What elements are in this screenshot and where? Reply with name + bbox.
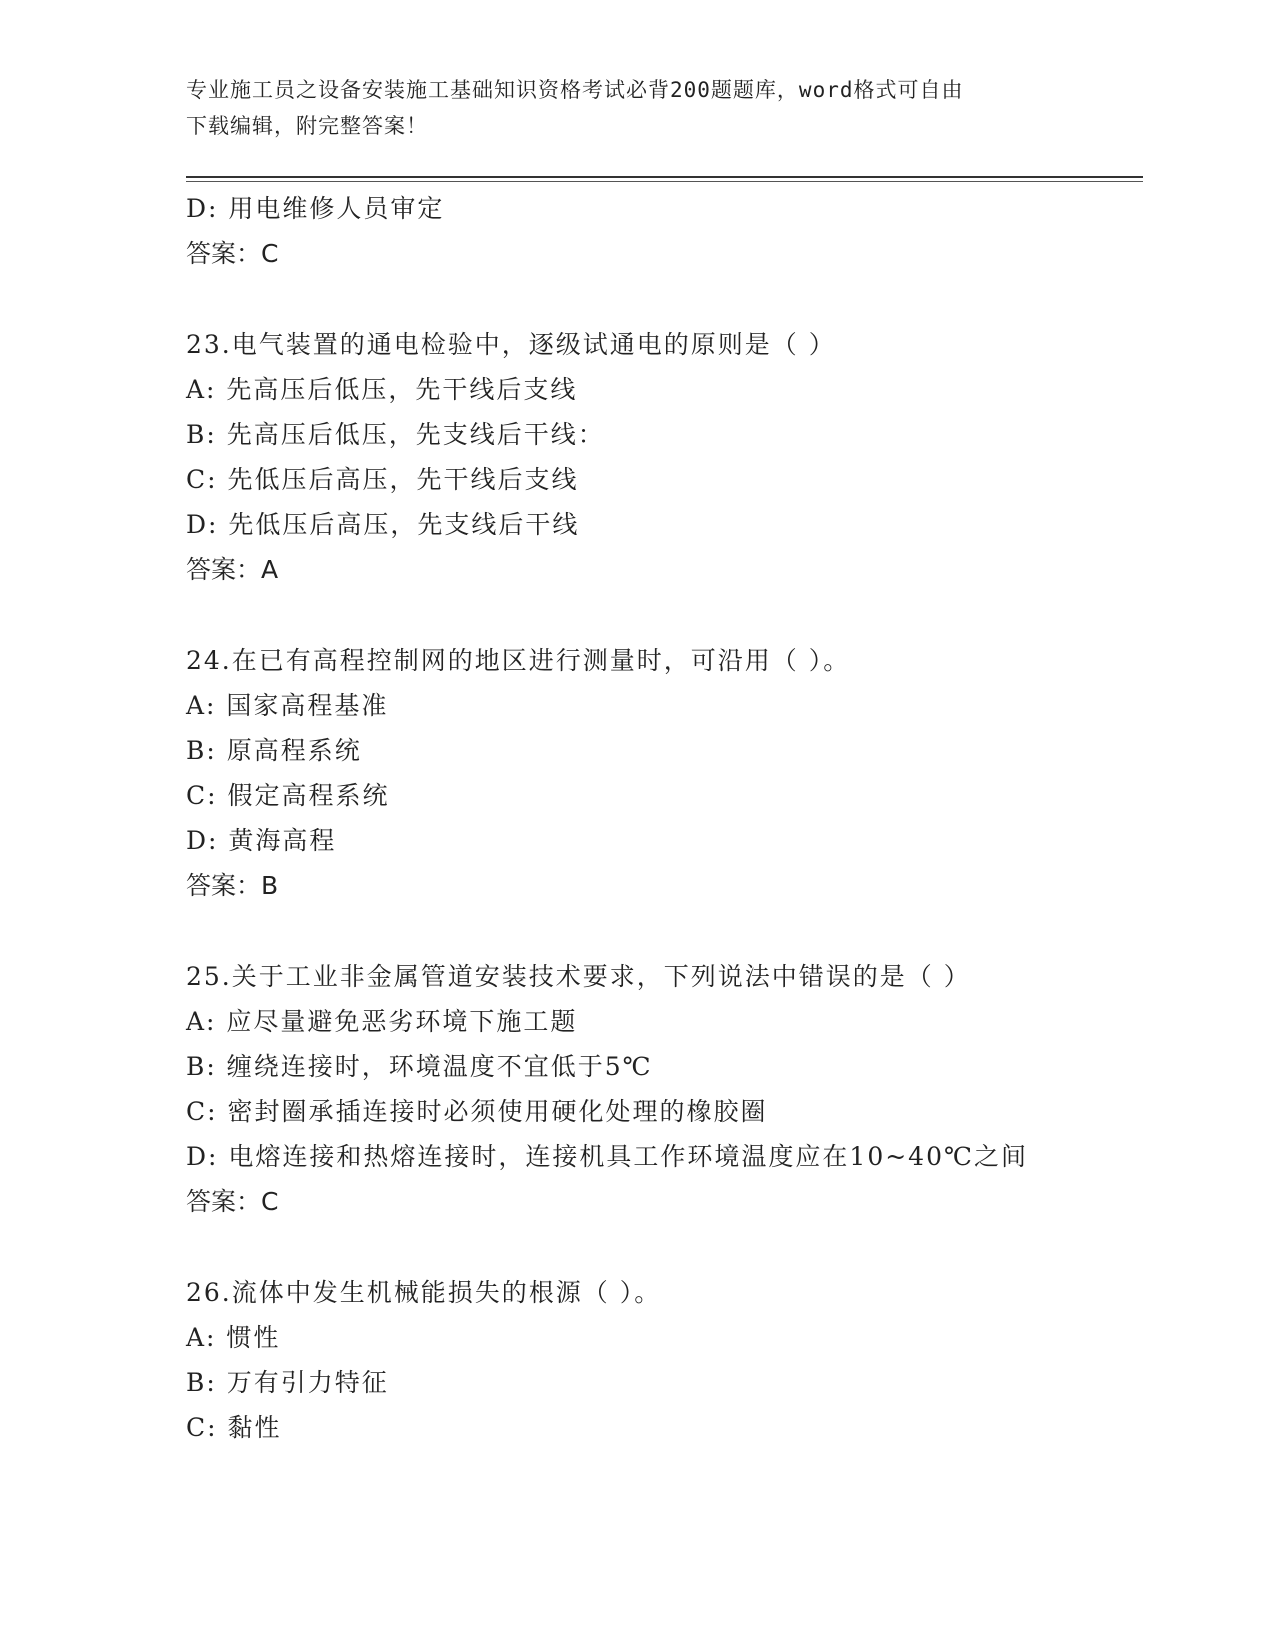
header-divider-thin	[186, 181, 1143, 182]
spacer	[186, 1224, 1186, 1270]
question-stem: 26.流体中发生机械能损失的根源（ ）。	[186, 1278, 662, 1307]
option-b: B: 缠绕连接时，环境温度不宜低于5℃	[186, 1052, 653, 1081]
option-b: B: 先高压后低压，先支线后干线：	[186, 420, 605, 449]
option-d: D: 先低压后高压，先支线后干线	[186, 510, 580, 539]
spacer	[186, 908, 1186, 954]
header-divider-thick	[186, 176, 1143, 178]
question-26	[186, 1270, 1186, 1450]
option-c: C: 假定高程系统	[186, 781, 390, 810]
answer: 答案：C	[186, 1187, 279, 1216]
option-a: A: 先高压后低压，先干线后支线	[186, 375, 578, 404]
option-d: D: 黄海高程	[186, 826, 337, 855]
header-title-line-2: 下载编辑，附完整答案！	[186, 114, 428, 138]
answer: 答案：B	[186, 871, 279, 900]
question-24	[186, 638, 1186, 908]
answer: 答案：A	[186, 555, 279, 584]
document-header	[186, 72, 1066, 144]
spacer	[186, 276, 1186, 322]
header-title-line-1: 专业施工员之设备安装施工基础知识资格考试必背200题题库，word格式可自由	[186, 78, 964, 102]
option-a: A: 应尽量避免恶劣环境下施工题	[186, 1007, 578, 1036]
question-stem: 24.在已有高程控制网的地区进行测量时，可沿用（ ）。	[186, 646, 851, 675]
spacer	[186, 592, 1186, 638]
option-c: C: 黏性	[186, 1413, 282, 1442]
option-c: C: 先低压后高压，先干线后支线	[186, 465, 579, 494]
prev-question-answer: 答案：C	[186, 239, 279, 268]
question-list	[186, 186, 1186, 1450]
question-stem: 23.电气装置的通电检验中，逐级试通电的原则是（ ）	[186, 330, 836, 359]
option-a: A: 国家高程基准	[186, 691, 389, 720]
question-23	[186, 322, 1186, 592]
option-c: C: 密封圈承插连接时必须使用硬化处理的橡胶圈	[186, 1097, 768, 1126]
option-a: A: 惯性	[186, 1323, 281, 1352]
option-b: B: 万有引力特征	[186, 1368, 389, 1397]
prev-question-option-d: D: 用电维修人员审定	[186, 194, 445, 223]
question-25	[186, 954, 1186, 1224]
option-d: D: 电熔连接和热熔连接时，连接机具工作环境温度应在10~40℃之间	[186, 1142, 1028, 1171]
question-stem: 25.关于工业非金属管道安装技术要求，下列说法中错误的是（ ）	[186, 962, 971, 991]
option-b: B: 原高程系统	[186, 736, 362, 765]
